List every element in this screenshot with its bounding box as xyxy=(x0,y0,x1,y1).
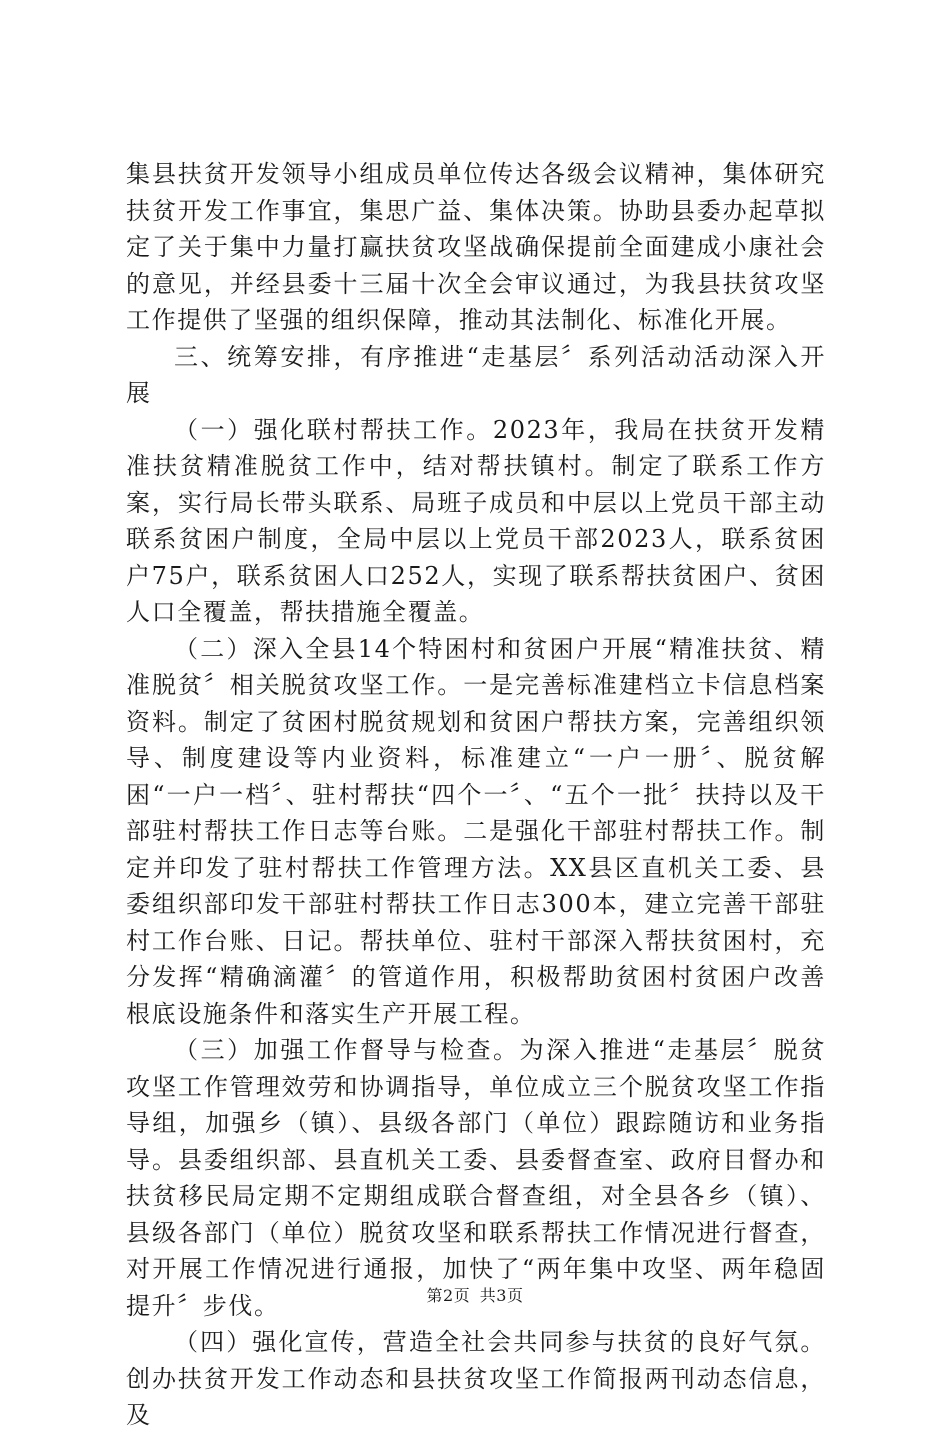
section-heading: 三、统筹安排，有序推进“走基层〞系列活动活动深入开展 xyxy=(126,342,826,407)
paragraph-item-one: （一）强化联村帮扶工作。2023年，我局在扶贫开发精准扶贫精准脱贫工作中，结对帮扶镇村。制定了联系工作方案，实行局长带头联系、局班子成员和中层以上党员干部主动联系贫困户制度，全局中层以上党员干部2023人，联系贫困户75户，联系贫困人口252人，实现了联系帮扶贫困户、贫困人口全覆盖，帮扶措施全覆盖。 xyxy=(126,415,826,626)
paragraph-item-three: （三）加强工作督导与检查。为深入推进“走基层〞脱贫攻坚工作管理效劳和协调指导，单位成立三个脱贫攻坚工作指导组，加强乡（镇）、县级各部门（单位）跟踪随访和业务指导。县委组织部、县直机关工委、县委督查室、政府目督办和扶贫移民局定期不定期组成联合督查组，对全县各乡（镇）、县级各部门（单位）脱贫攻坚和联系帮扶工作情况进行督查，对开展工作情况进行通报，加快了“两年集中攻坚、两年稳固提升〞步伐。 xyxy=(126,1036,826,1320)
paragraph-item-two: （二）深入全县14个特困村和贫困户开展“精准扶贫、精准脱贫〞相关脱贫攻坚工作。一是完善标准建档立卡信息档案资料。制定了贫困村脱贫规划和贫困户帮扶方案，完善组织领导、制度建设等内业资料，标准建立“一户一册〞、脱贫解困“一户一档〞、驻村帮扶“四个一〞、“五个一批〞扶持以及干部驻村帮扶工作日志等台账。二是强化干部驻村帮扶工作。制定并印发了驻村帮扶工作管理方法。XX县区直机关工委、县委组织部印发干部驻村帮扶工作日志300本，建立完善干部驻村工作台账、日记。帮扶单位、驻村干部深入帮扶贫困村，充分发挥“精确滴灌〞的管道作用，积极帮助贫困村贫困户改善根底设施条件和落实生产开展工程。 xyxy=(126,634,826,1028)
paragraph-continuation: 集县扶贫开发领导小组成员单位传达各级会议精神，集体研究扶贫开发工作事宜，集思广益、集体决策。协助县委办起草拟定了关于集中力量打赢扶贫攻坚战确保提前全面建成小康社会的意见，并经县委十三届十次全会审议通过，为我县扶贫攻坚工作提供了坚强的组织保障，推动其法制化、标准化开展。 xyxy=(126,160,826,334)
page-footer xyxy=(0,1283,950,1306)
paragraph-item-four: （四）强化宣传，营造全社会共同参与扶贫的良好气氛。创办扶贫开发工作动态和县扶贫攻坚工作简报两刊动态信息，及 xyxy=(126,1328,826,1429)
page-total: 共3页 xyxy=(479,1286,524,1305)
page-number: 第2页 xyxy=(426,1286,471,1305)
document-body xyxy=(126,156,826,1434)
